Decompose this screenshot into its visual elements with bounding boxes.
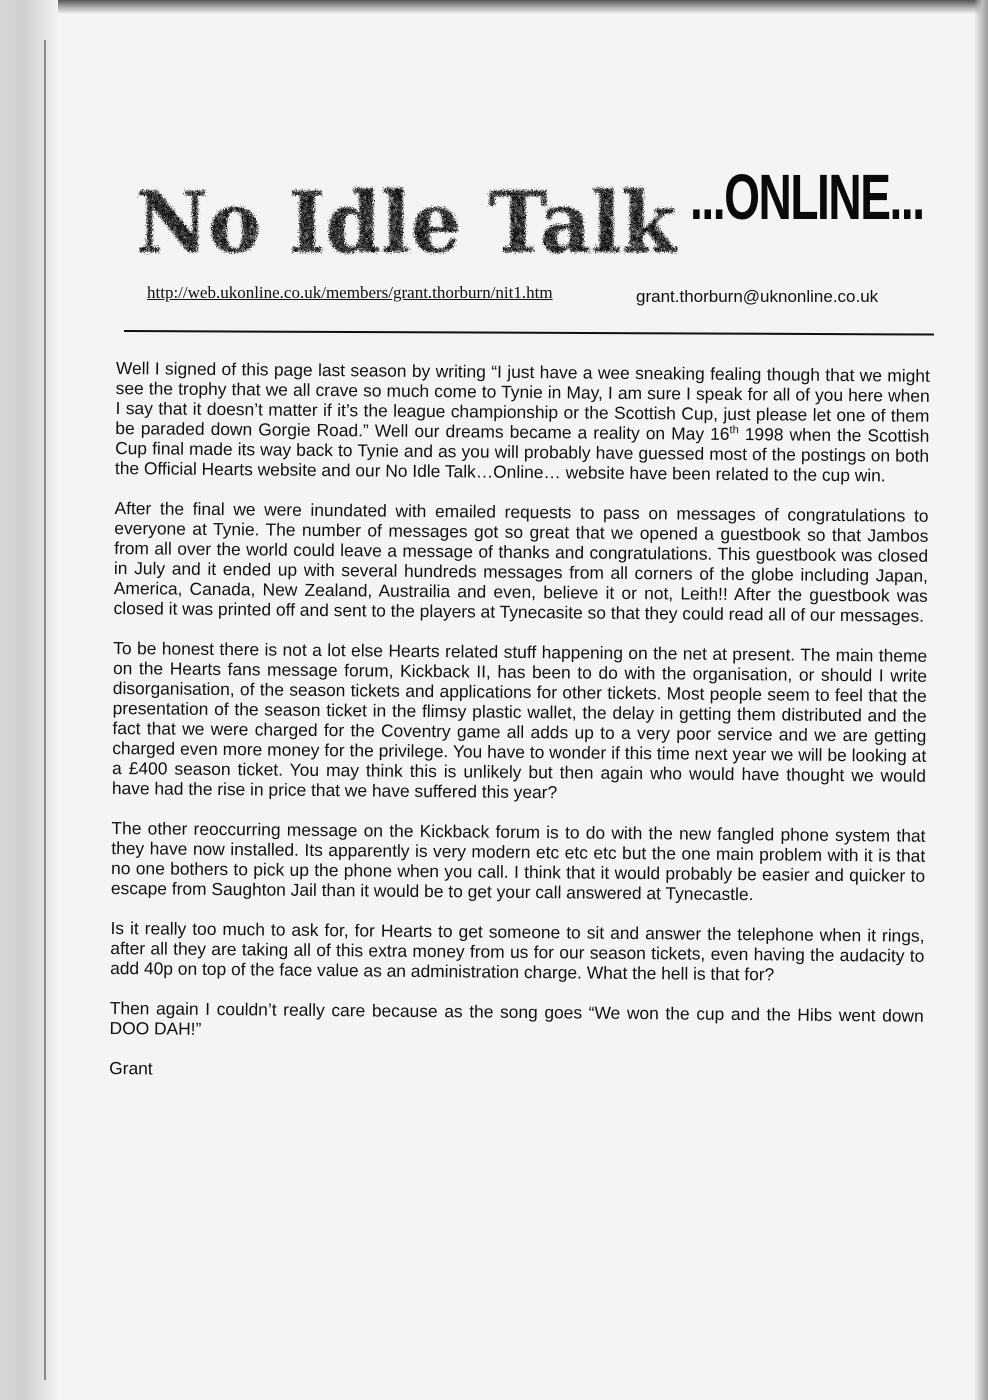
- logo-text: No Idle Talk: [136, 173, 678, 270]
- paragraph-1-text-a: Well I signed of this page last season by writing “I just have a wee sneaking fealing though that we might see the trophy that we all crave so much come to Tynie in May, I am sure I speak for all of you here when I say that it doesn’t matter if it’s the league championship or the Scottish Cup, just please let one of them be paraded down Gorgie Road.” Well our dreams became a reality on May 16: [115, 358, 930, 444]
- website-url-link[interactable]: http://web.ukonline.co.uk/members/grant.thorburn/nit1.htm: [147, 283, 553, 302]
- contact-email: grant.thorburn@uknonline.co.uk: [636, 287, 879, 306]
- paragraph-6: Then again I couldn’t really care because as the song goes “We won the cup and the Hibs went down DOO DAH!”: [109, 997, 924, 1039]
- paragraph-5: Is it really too much to ask for, for Hearts to get someone to sit and answer the telephone when it rings, after all they are taking all of this extra money from us for our season tickets, even having the audacity to add 40p on top of the face value as an administration charge. What the hell is that for?: [110, 917, 925, 985]
- no-idle-talk-logo: [130, 150, 690, 270]
- ordinal-suffix: th: [729, 424, 739, 437]
- header-divider: [124, 330, 934, 336]
- signature: Grant: [109, 1057, 153, 1079]
- paragraph-4: The other reoccurring message on the Kickback forum is to do with the new fangled phone system that they have now installed. Its apparently is very modern etc etc etc but the one main problem with it is that no one bothers to pick up the phone when you call. I think that it would probably be easier and quicker to escape from Saughton Jail than it would be to get your call answered at Tynecastle.: [110, 817, 926, 905]
- online-wordmark: ...ONLINE...: [690, 161, 924, 233]
- scan-top-shadow: [0, 0, 988, 14]
- scan-right-edge: [974, 0, 988, 1400]
- paragraph-1: [115, 358, 930, 486]
- spine-edge-line: [44, 40, 46, 1380]
- binding-spine: [0, 0, 58, 1400]
- article-body: [109, 358, 930, 1086]
- masthead: [130, 150, 930, 270]
- paragraph-3: To be honest there is not a lot else Hearts related stuff happening on the net at present. The main theme on the Hearts fans message forum, Kickback II, has been to do with the organisation, or should I write disorganisation, of the season tickets and applications for other tickets. Most people seem to feel that the presentation of the season ticket in the flimsy plastic wallet, the delay in getting them distributed and the fact that we were charged for the Coventry game all adds up to a very poor service and we are getting charged even more money for the privilege. You have to wonder if this time next year we will be looking at a £400 season ticket. You may think this is unlikely but then again who would have thought we would have had the rise in price that we have suffered this year?: [111, 637, 928, 803]
- paragraph-2: After the final we were inundated with emailed requests to pass on messages of congratulations to everyone at Tynie. The number of messages got so great that we opened a guestbook so that Jambos from all over the world could leave a message of thanks and congratulations. This guestbook was closed in July and it ended up with several hundreds messages from all corners of the globe including Japan, America, Canada, New Zealand, Austrailia and even, believe it or not, Leith!! After the guestbook was closed it was printed off and sent to the players at Tynecasite so that they could read all of our messages.: [113, 497, 929, 626]
- paragraph-1-text-b: 1998 when the Scottish Cup final made its way back to Tynie and as you will probably have guessed most of the postings on both the Official Hearts website and our No Idle Talk…Online… website have been related to the cup win.: [114, 423, 930, 486]
